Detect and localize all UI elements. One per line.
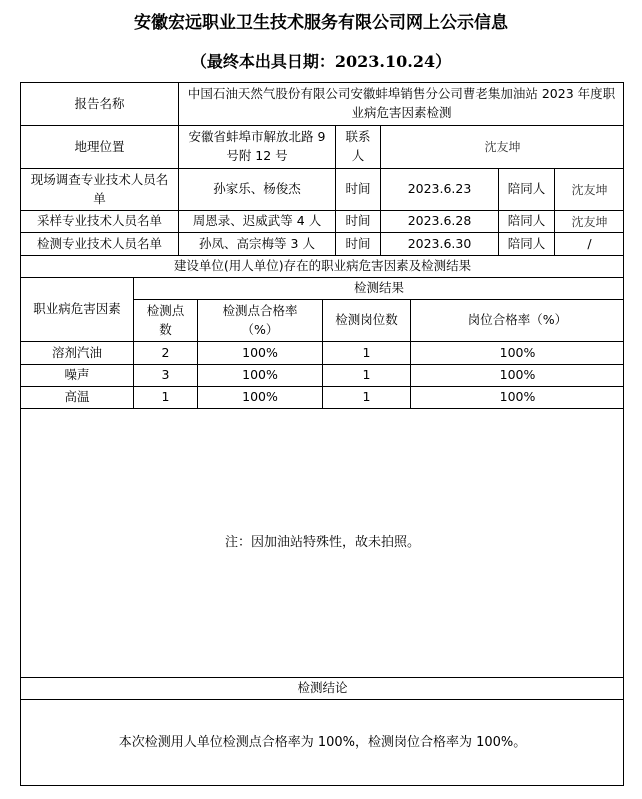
contact-signature: 沈友坤 [380, 125, 624, 168]
location-label: 地理位置 [20, 125, 178, 168]
survey-time-label: 时间 [335, 168, 380, 210]
col-header-posts: 检测岗位数 [322, 299, 410, 341]
testing-accompany-label: 陪同人 [498, 232, 554, 255]
issue-date: （最终本出具日期：2023.10.24） [190, 52, 452, 71]
table-row-posts: 1 [322, 364, 410, 386]
testing-time-value: 2023.6.30 [380, 232, 498, 255]
sampling-accompany-signature: 沈友坤 [554, 210, 624, 232]
conclusion-label: 检测结论 [20, 677, 624, 699]
col-header-point-rate: 检测点合格率（%） [197, 299, 322, 341]
sampling-staff-label: 采样专业技术人员名单 [20, 210, 178, 232]
sampling-time-label: 时间 [335, 210, 380, 232]
col-header-post-rate: 岗位合格率（%） [410, 299, 624, 341]
table-row-posts: 1 [322, 386, 410, 408]
table-row-point-rate: 100% [197, 341, 322, 364]
location-value: 安徽省蚌埠市解放北路 9 号附 12 号 [178, 125, 335, 168]
table-row-posts: 1 [322, 341, 410, 364]
table-row-factor: 高温 [20, 386, 133, 408]
table-row-point-rate: 100% [197, 386, 322, 408]
photo-note: 注：因加油站特殊性，故未拍照。 [20, 408, 624, 677]
testing-staff-label: 检测专业技术人员名单 [20, 232, 178, 255]
table-row-post-rate: 100% [410, 364, 624, 386]
survey-time-value: 2023.6.23 [380, 168, 498, 210]
sampling-staff-value: 周恩录、迟威武等 4 人 [178, 210, 335, 232]
table-row-points: 1 [133, 386, 197, 408]
sampling-accompany-label: 陪同人 [498, 210, 554, 232]
report-name-label: 报告名称 [20, 82, 178, 125]
col-header-points: 检测点数 [133, 299, 197, 341]
testing-staff-value: 孙凤、高宗梅等 3 人 [178, 232, 335, 255]
survey-staff-value: 孙家乐、杨俊杰 [178, 168, 335, 210]
table-row-post-rate: 100% [410, 341, 624, 364]
results-section-title: 建设单位(用人单位)存在的职业病危害因素及检测结果 [20, 255, 624, 277]
survey-accompany-label: 陪同人 [498, 168, 554, 210]
result-header: 检测结果 [133, 277, 624, 299]
testing-time-label: 时间 [335, 232, 380, 255]
conclusion-text: 本次检测用人单位检测点合格率为 100%，检测岗位合格率为 100%。 [20, 699, 624, 786]
table-row-points: 3 [133, 364, 197, 386]
testing-accompany-value: / [554, 232, 624, 255]
factor-header: 职业病危害因素 [20, 277, 133, 341]
table-row-points: 2 [133, 341, 197, 364]
table-row-post-rate: 100% [410, 386, 624, 408]
document-title: 安徽宏远职业卫生技术服务有限公司网上公示信息 [134, 13, 508, 33]
contact-label: 联系人 [335, 125, 380, 168]
survey-accompany-signature: 沈友坤 [554, 168, 624, 210]
survey-staff-label: 现场调查专业技术人员名单 [20, 168, 178, 210]
report-name-value: 中国石油天然气股份有限公司安徽蚌埠销售分公司曹老集加油站 2023 年度职业病危害因素检测 [178, 82, 624, 125]
table-row-factor: 溶剂汽油 [20, 341, 133, 364]
sampling-time-value: 2023.6.28 [380, 210, 498, 232]
table-row-point-rate: 100% [197, 364, 322, 386]
table-row-factor: 噪声 [20, 364, 133, 386]
